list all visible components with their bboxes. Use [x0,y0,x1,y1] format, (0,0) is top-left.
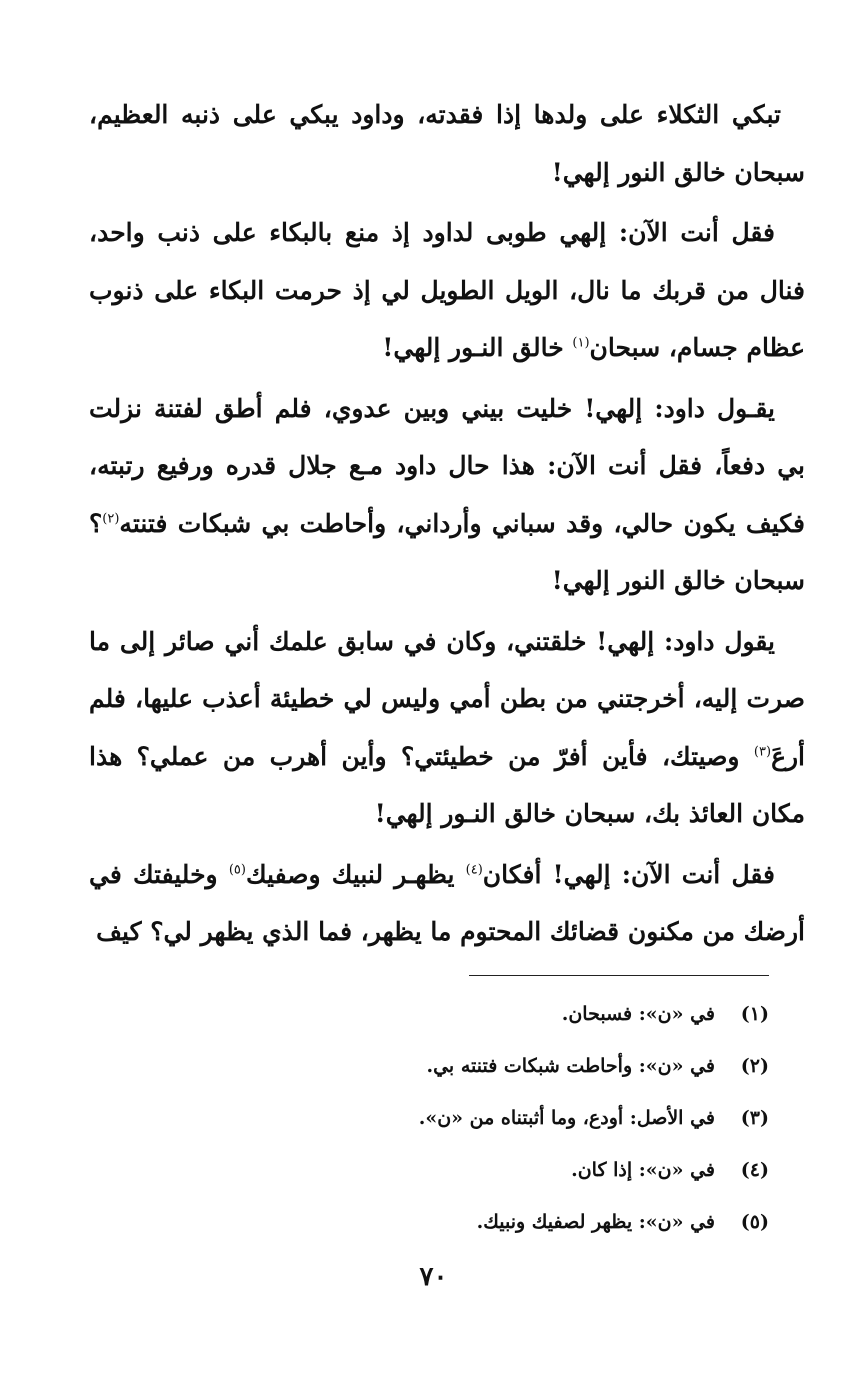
paragraph-text: فقل أنت الآن: إلهي طوبى لداود إذ منع بالبكاء على ذنب واحد، فنال من قربك ما نال، الويل الطويل لي إذ حرمت البكاء على ذنوب عظام جسام، سبحان [89,218,805,362]
footnote-number: (٣) [740,1107,769,1129]
footnote-number: (٢) [740,1055,769,1077]
paragraph-text: خالق النـور إلهي! [382,333,573,362]
paragraph-3 [89,380,805,610]
paragraph-5 [89,846,805,961]
paragraph-text: وخليفتك في أرضك من مكنون قضائك المحتوم ما يظهر، فما الذي يظهر لي؟ كيف [89,859,805,946]
main-text [89,86,805,964]
paragraph-text: يظهـر لنبيك وصفيك [245,859,466,889]
footnote-divider [469,975,769,976]
paragraph-text: يقول داود: إلهي! خلقتني، وكان في سابق علمك أني صائر إلى ما صرت إليه، أخرجتني من بطن أمي وليس لي خطيئة أعذب عليها، فلم أرعَ [89,626,805,771]
footnote-marker[interactable]: (٥) [228,862,246,878]
footnote-marker[interactable]: (١) [572,335,590,351]
footnote-text: في «ن»: فسبحان. [561,1003,715,1025]
footnote-marker[interactable]: (٢) [102,511,120,527]
footnotes-section [89,988,769,1248]
footnote-1 [89,988,769,1040]
footnote-text: في الأصل: أودع، وما أثبتناه من «ن». [418,1107,715,1129]
footnote-text: في «ن»: إذا كان. [571,1159,715,1181]
footnote-number: (٤) [740,1159,769,1181]
paragraph-2 [89,204,805,377]
footnote-number: (٥) [740,1211,769,1233]
footnote-text: في «ن»: وأحاطت شبكات فتنته بي. [426,1055,715,1077]
paragraph-text: فقل أنت الآن: إلهي! أفكان [482,859,775,889]
paragraph-4 [89,613,805,843]
paragraph-1 [89,86,805,201]
paragraph-text: وصيتك، فأين أفرّ من خطيئتي؟ وأين أهرب من عملي؟ هذا مكان العائذ بك، سبحان خالق النـور إلهي! [89,741,805,828]
footnote-2 [89,1040,769,1092]
paragraph-text: تبكي الثكلاء على ولدها إذا فقدته، وداود يبكي على ذنبه العظيم، سبحان خالق النور إلهي! [89,100,805,187]
footnote-3 [89,1092,769,1144]
footnote-text: في «ن»: يظهر لصفيك ونبيك. [476,1211,715,1233]
paragraph-text: ؟ سبحان خالق النور إلهي! [89,508,805,595]
footnote-4 [89,1144,769,1196]
paragraph-text: يقـول داود: إلهي! خليت بيني وبين عدوي، فلم أطق لفتنة نزلت بي دفعاً، فقل أنت الآن: هذا حال داود مـع جلال قدره ورفيع رتبته، فكيف يكون حالي، وقد سباني وأرداني، وأحاطت بي شبكات فتنته [89,393,805,538]
footnote-marker[interactable]: (٤) [465,862,483,878]
footnote-number: (١) [740,1003,769,1025]
footnote-marker[interactable]: (٣) [753,744,772,760]
page-number: ٧٠ [419,1262,448,1292]
footnote-5 [89,1196,769,1248]
